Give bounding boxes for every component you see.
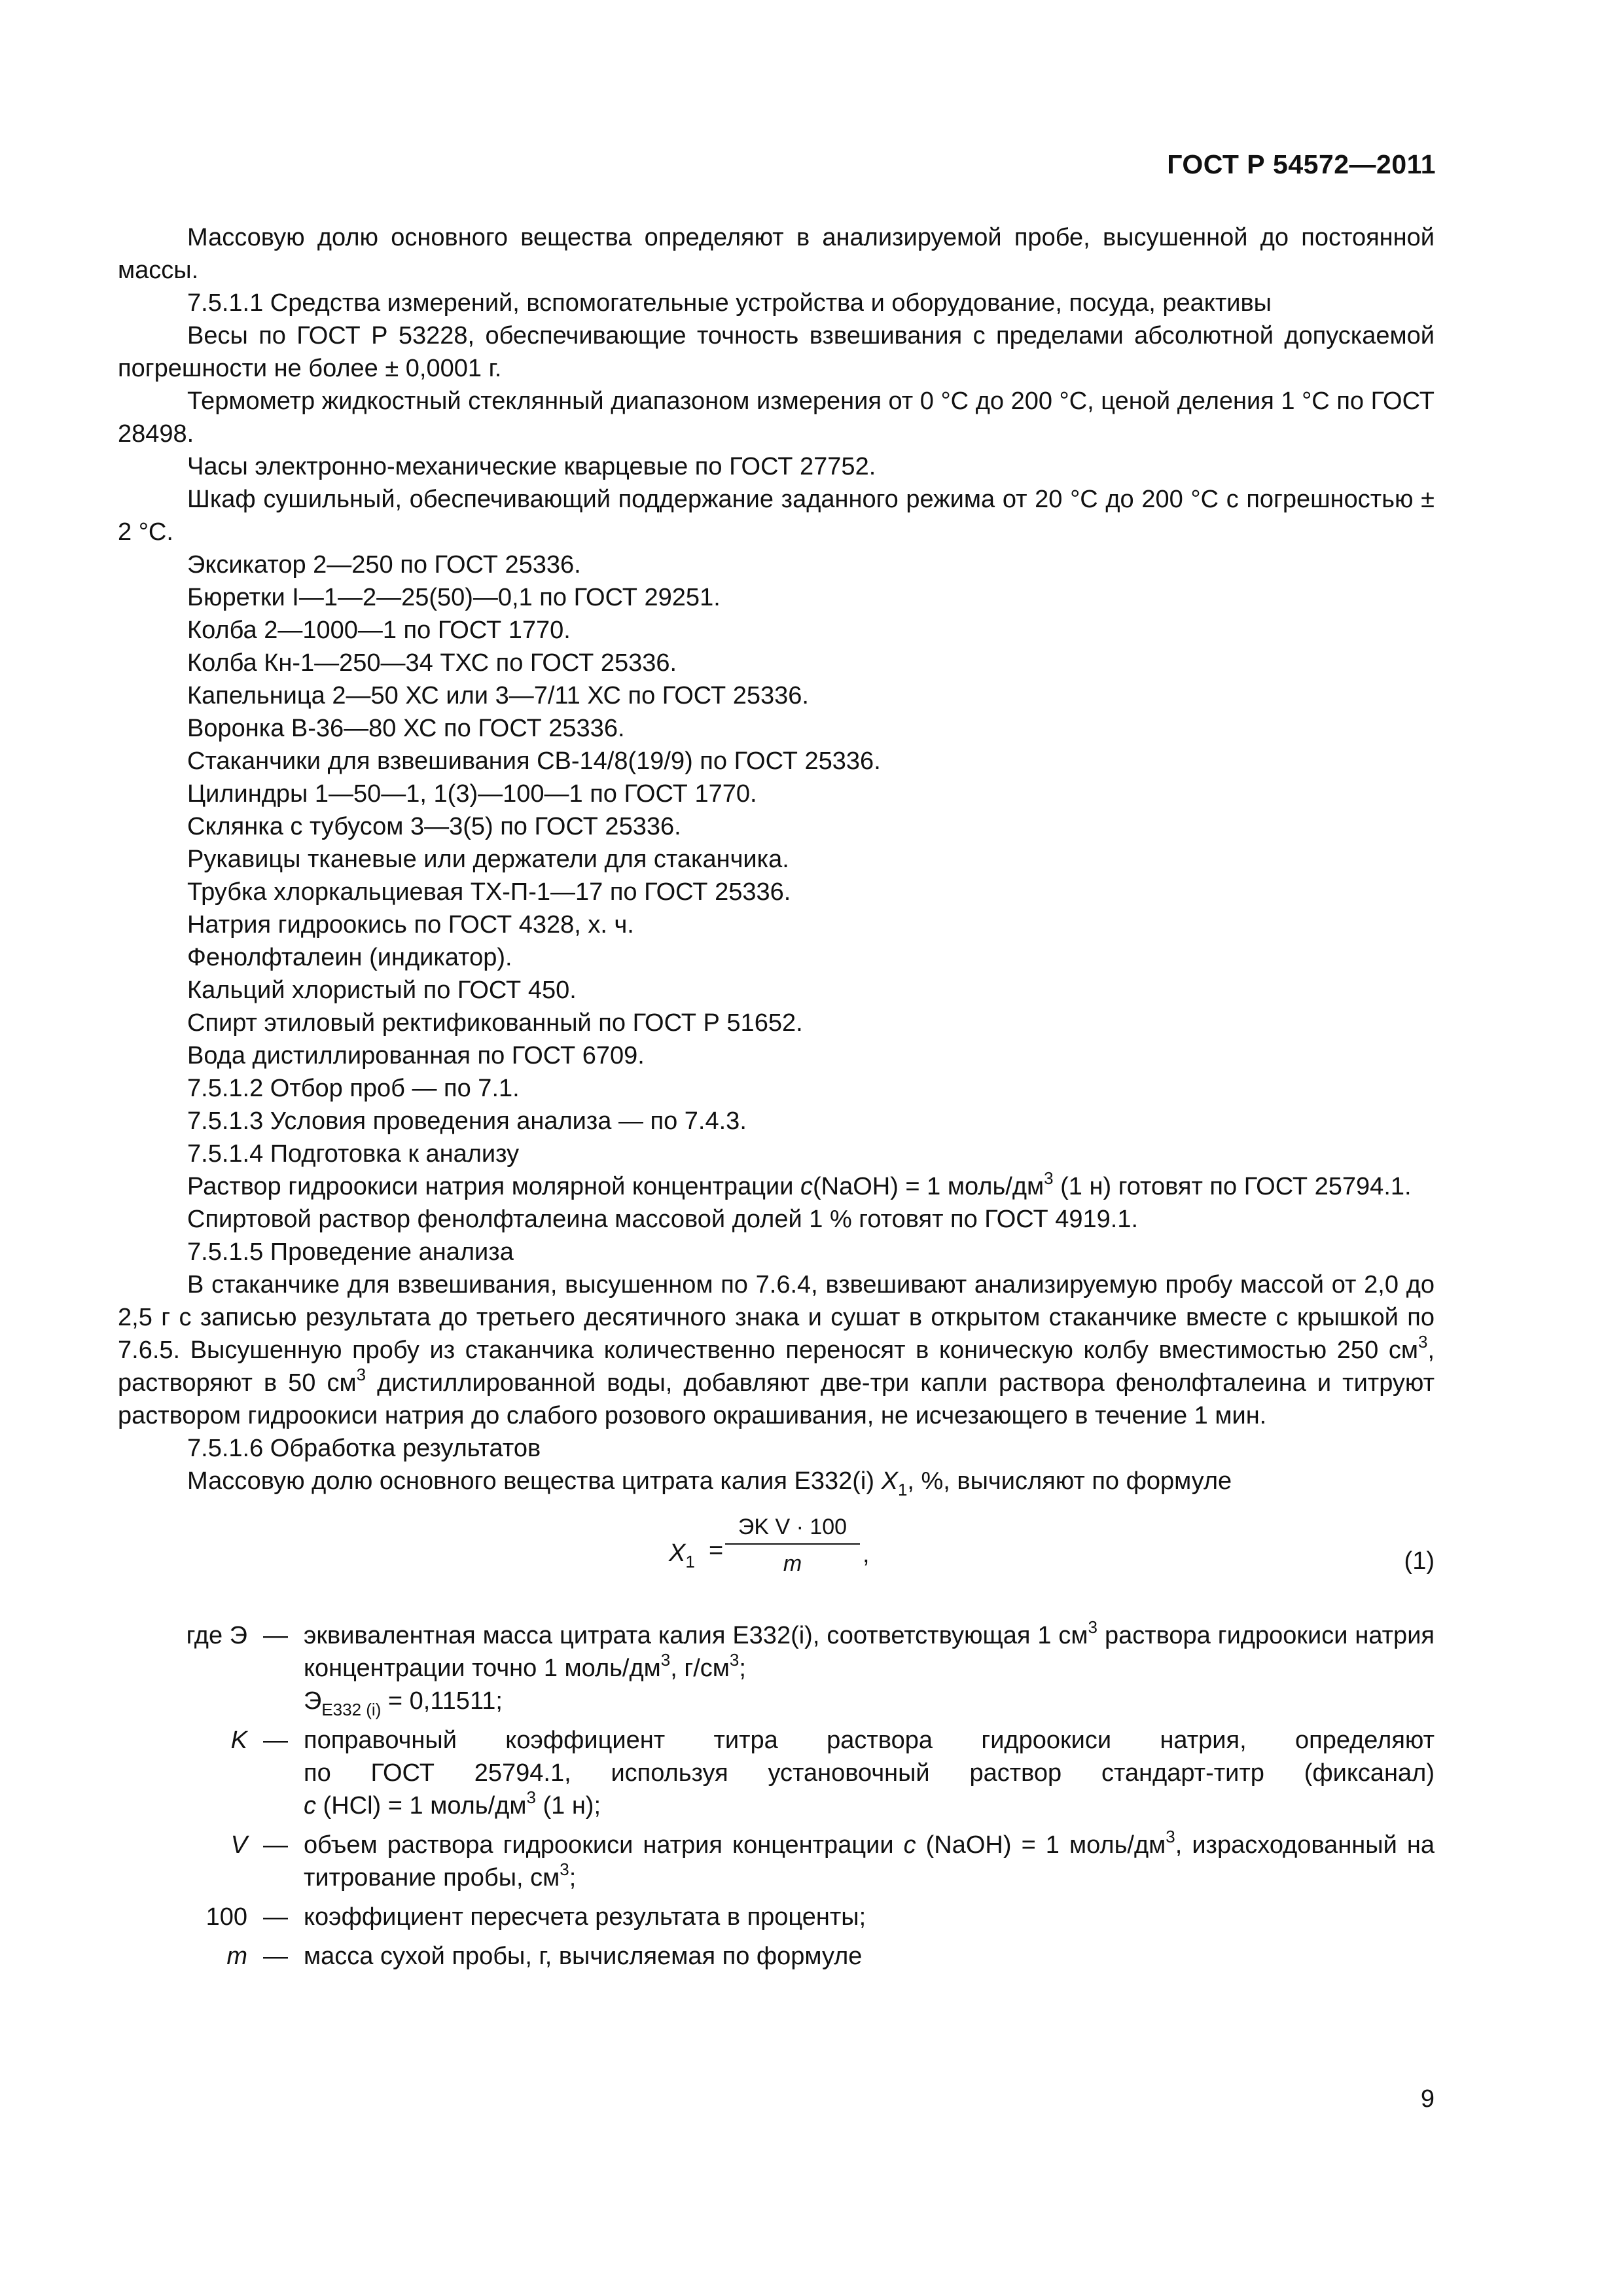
definition-text: поправочный коэффициент титра раствора гидроокиси натрия, определяют по ГОСТ 25794.1, используя установочный раствор стандарт-титр (фиксанал) с (HCl) = 1 моль/$дм^3$ (1 н);: [304, 1727, 1435, 1820]
list-item: Рукавицы тканевые или держатели для стаканчика.: [187, 846, 789, 873]
paragraph-procedure: В стаканчике для взвешивания, высушенном по 7.6.4, взвешивают анализируемую пробу массой от 2,0 до 2,5 г с записью результата до третьего десятичного знака и сушат в открытом стаканчике вместе с крышкой по 7.6.5. Высушенную пробу из стаканчика количественно переносят в коническую колбу вместимостью 250 $см^3$, растворяют в 50 $см^3$ дистиллированной воды, добавляют две-три капли раствора фенолфталеина и титруют раствором гидроокиси натрия до слабого розового окрашивания, не исчезающего в течение 1 мин.: [118, 1271, 1435, 1429]
list-item: Трубка хлоркальциевая ТХ-П-1—17 по ГОСТ 25336.: [187, 878, 791, 906]
list-item: Колба 2—1000—1 по ГОСТ 1770.: [187, 617, 571, 644]
definition-dash: —: [263, 1831, 288, 1859]
definition-text: коэффициент пересчета результата в проценты;: [304, 1903, 866, 1931]
formula-1: [118, 1507, 1435, 1593]
variable-definitions: [118, 1619, 1435, 1973]
definition-row: [118, 1829, 1435, 1894]
formula-intro: Массовую долю основного вещества цитрата калия Е332(i) $X_1$, %, вычисляют по формуле: [187, 1467, 1232, 1499]
list-item: Фенолфталеин (индикатор).: [187, 944, 512, 971]
section-heading: 7.5.1.6 Обработка результатов: [187, 1435, 541, 1462]
paragraph: Шкаф сушильный, обеспечивающий поддержание заданного режима от 20 °С до 200 °С с погрешностью ± 2 °С.: [118, 486, 1435, 546]
list-item: Эксикатор 2—250 по ГОСТ 25336.: [187, 551, 581, 579]
document-body: [118, 221, 1435, 1979]
paragraph: Весы по ГОСТ Р 53228, обеспечивающие точность взвешивания с пределами абсолютной допускаемой погрешности не более ± 0,0001 г.: [118, 322, 1435, 382]
definition-text: эквивалентная масса цитрата калия Е332(i), соответствующая 1 $см^3$ раствора гидроокиси натрия концентрации точно 1 моль/$дм^3$, $г/см^3$; $Э_{Е332 (i)} = 0,11511$;: [304, 1617, 1435, 1719]
list-item: Капельница 2—50 ХС или 3—7/11 ХС по ГОСТ 25336.: [187, 682, 809, 709]
paragraph: Массовую долю основного вещества определяют в анализируемой пробе, высушенной до постоянной массы.: [118, 224, 1435, 284]
list-item: Цилиндры 1—50—1, 1(3)—100—1 по ГОСТ 1770.: [187, 780, 757, 808]
list-item: Натрия гидроокись по ГОСТ 4328, х. ч.: [187, 911, 634, 939]
paragraph: Термометр жидкостный стеклянный диапазоном измерения от 0 °С до 200 °С, ценой деления 1 °С по ГОСТ 28498.: [118, 387, 1435, 448]
formula-fraction: [725, 1513, 860, 1577]
formula-number: (1): [1404, 1547, 1435, 1575]
definition-row: [118, 1940, 1435, 1973]
formula-lhs: $X_1$: [669, 1539, 695, 1571]
section-heading: 7.5.1.4 Подготовка к анализу: [187, 1140, 520, 1168]
list-item: Колба Кн-1—250—34 ТХС по ГОСТ 25336.: [187, 649, 677, 677]
definition-text: масса сухой пробы, г, вычисляемая по формуле: [304, 1943, 863, 1970]
list-item: Кальций хлористый по ГОСТ 450.: [187, 977, 577, 1004]
document-header: ГОСТ Р 54572—2011: [1167, 149, 1436, 179]
paragraph: Спиртовой раствор фенолфталеина массовой долей 1 % готовят по ГОСТ 4919.1.: [187, 1206, 1139, 1233]
list-item: Спирт этиловый ректификованный по ГОСТ Р 51652.: [187, 1009, 803, 1037]
formula-denominator: m: [783, 1551, 802, 1576]
definition-symbol: где Э: [186, 1622, 247, 1649]
definition-dash: —: [263, 1727, 288, 1754]
section-heading: 7.5.1.2 Отбор проб — по 7.1.: [187, 1075, 520, 1102]
paragraph-naoh-solution: Раствор гидроокиси натрия молярной концентрации с(NaOH) = 1 моль/$дм^3$ (1 н) готовят по ГОСТ 25794.1.: [187, 1168, 1412, 1200]
list-item: Бюретки I—1—2—25(50)—0,1 по ГОСТ 29251.: [187, 584, 721, 611]
section-heading: 7.5.1.3 Условия проведения анализа — по 7.4.3.: [187, 1107, 747, 1135]
formula-comma: ,: [863, 1541, 870, 1568]
paragraph: Часы электронно-механические кварцевые по ГОСТ 27752.: [187, 453, 876, 480]
definition-symbol: V: [230, 1831, 247, 1859]
list-item: Склянка с тубусом 3—3(5) по ГОСТ 25336.: [187, 813, 681, 840]
section-heading: 7.5.1.1 Средства измерений, вспомогательные устройства и оборудование, посуда, реактивы: [187, 289, 1272, 317]
definition-symbol: m: [226, 1943, 247, 1970]
formula-numerator: ЭK V · 100: [725, 1513, 860, 1545]
definition-row: [118, 1619, 1435, 1717]
definition-row: [118, 1724, 1435, 1822]
list-item: Воронка В-36—80 ХС по ГОСТ 25336.: [187, 715, 625, 742]
definition-symbol: K: [230, 1727, 247, 1754]
definition-symbol: 100: [205, 1903, 247, 1931]
list-item: Стаканчики для взвешивания СВ-14/8(19/9) по ГОСТ 25336.: [187, 747, 881, 775]
list-item: Вода дистиллированная по ГОСТ 6709.: [187, 1042, 645, 1069]
definition-dash: —: [263, 1943, 288, 1970]
definition-dash: —: [263, 1622, 288, 1649]
section-heading: 7.5.1.5 Проведение анализа: [187, 1238, 514, 1266]
definition-row: [118, 1901, 1435, 1933]
page-number: 9: [1420, 2085, 1435, 2113]
definition-dash: —: [263, 1903, 288, 1931]
definition-text: объем раствора гидроокиси натрия концентрации с (NaOH) = 1 моль/$дм^3$, израсходованный на титрование пробы, $см^3$;: [304, 1827, 1435, 1892]
formula-equals: =: [709, 1537, 724, 1564]
